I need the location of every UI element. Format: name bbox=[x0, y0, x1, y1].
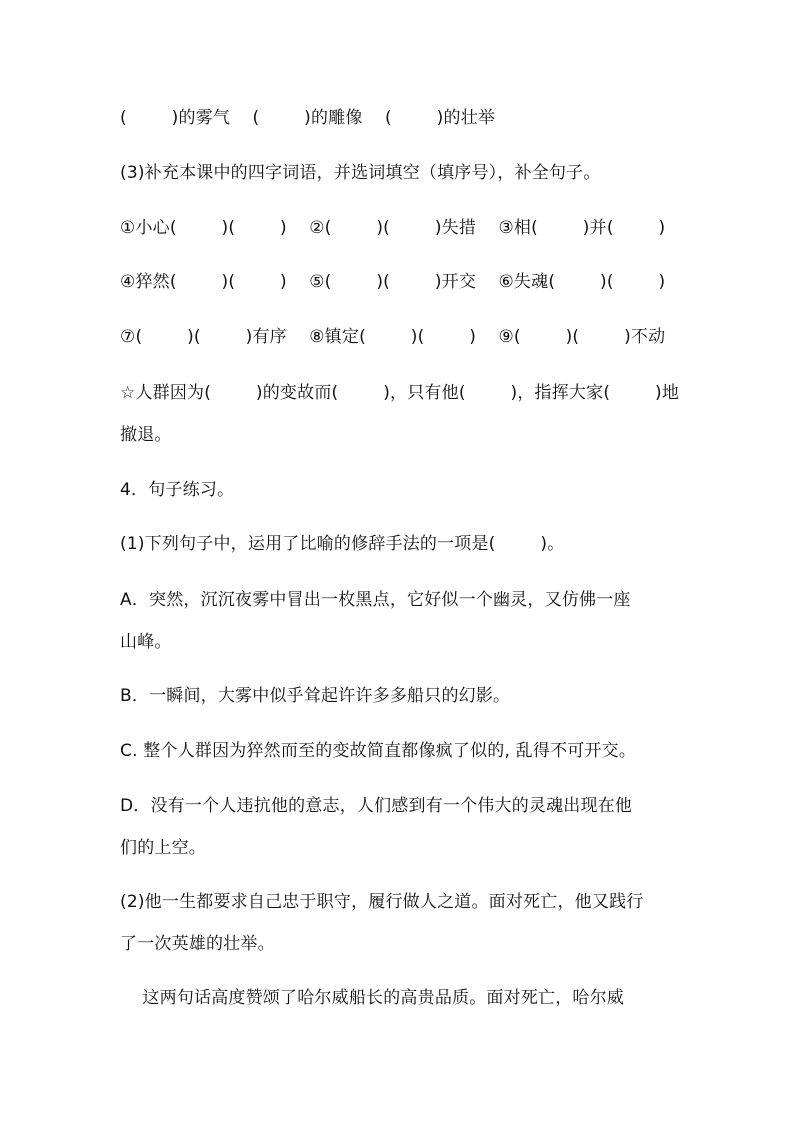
answer-paragraph: 这两句话高度赞颂了哈尔威船长的高贵品质。面对死亡，哈尔威 bbox=[120, 988, 625, 1008]
idiom-row-2: ④猝然( )( ) ⑤( )( )开交 ⑥失魂( )( ) bbox=[120, 272, 666, 292]
option-a-line-1: A．突然，沉沉夜雾中冒出一枚黑点，它好似一个幽灵，又仿佛一座 bbox=[120, 590, 631, 610]
option-c: C. 整个人群因为猝然而至的变故简直都像疯了似的, 乱得不可开交。 bbox=[120, 741, 637, 761]
question-3-instruction: (3)补充本课中的四字词语，并选词填空（填序号），补全句子。 bbox=[120, 163, 601, 183]
question-2-line-2: 了一次英雄的壮举。 bbox=[120, 934, 275, 954]
fill-sentence-line-1: ☆人群因为( )的变故而( )，只有他( )，指挥大家( )地 bbox=[120, 383, 680, 403]
question-1-stem: (1)下列句子中，运用了比喻的修辞手法的一项是( )。 bbox=[120, 534, 565, 554]
option-d-line-2: 们的上空。 bbox=[120, 838, 206, 858]
option-d-line-1: D．没有一个人违抗他的意志，人们感到有一个伟大的灵魂出现在他 bbox=[120, 796, 633, 816]
fill-blank-phrases: ( )的雾气 ( )的雕像 ( )的壮举 bbox=[120, 108, 496, 128]
section-4-heading: 4．句子练习。 bbox=[120, 480, 235, 500]
question-2-line-1: (2)他一生都要求自己忠于职守，履行做人之道。面对死亡，他又践行 bbox=[120, 892, 644, 912]
option-b: B．一瞬间，大雾中似乎耸起许许多多船只的幻影。 bbox=[120, 686, 511, 706]
option-a-line-2: 山峰。 bbox=[120, 632, 172, 652]
idiom-row-3: ⑦( )( )有序 ⑧镇定( )( ) ⑨( )( )不动 bbox=[120, 327, 666, 347]
idiom-row-1: ①小心( )( ) ②( )( )失措 ③相( )并( ) bbox=[120, 218, 666, 238]
fill-sentence-line-2: 撤退。 bbox=[120, 425, 172, 445]
